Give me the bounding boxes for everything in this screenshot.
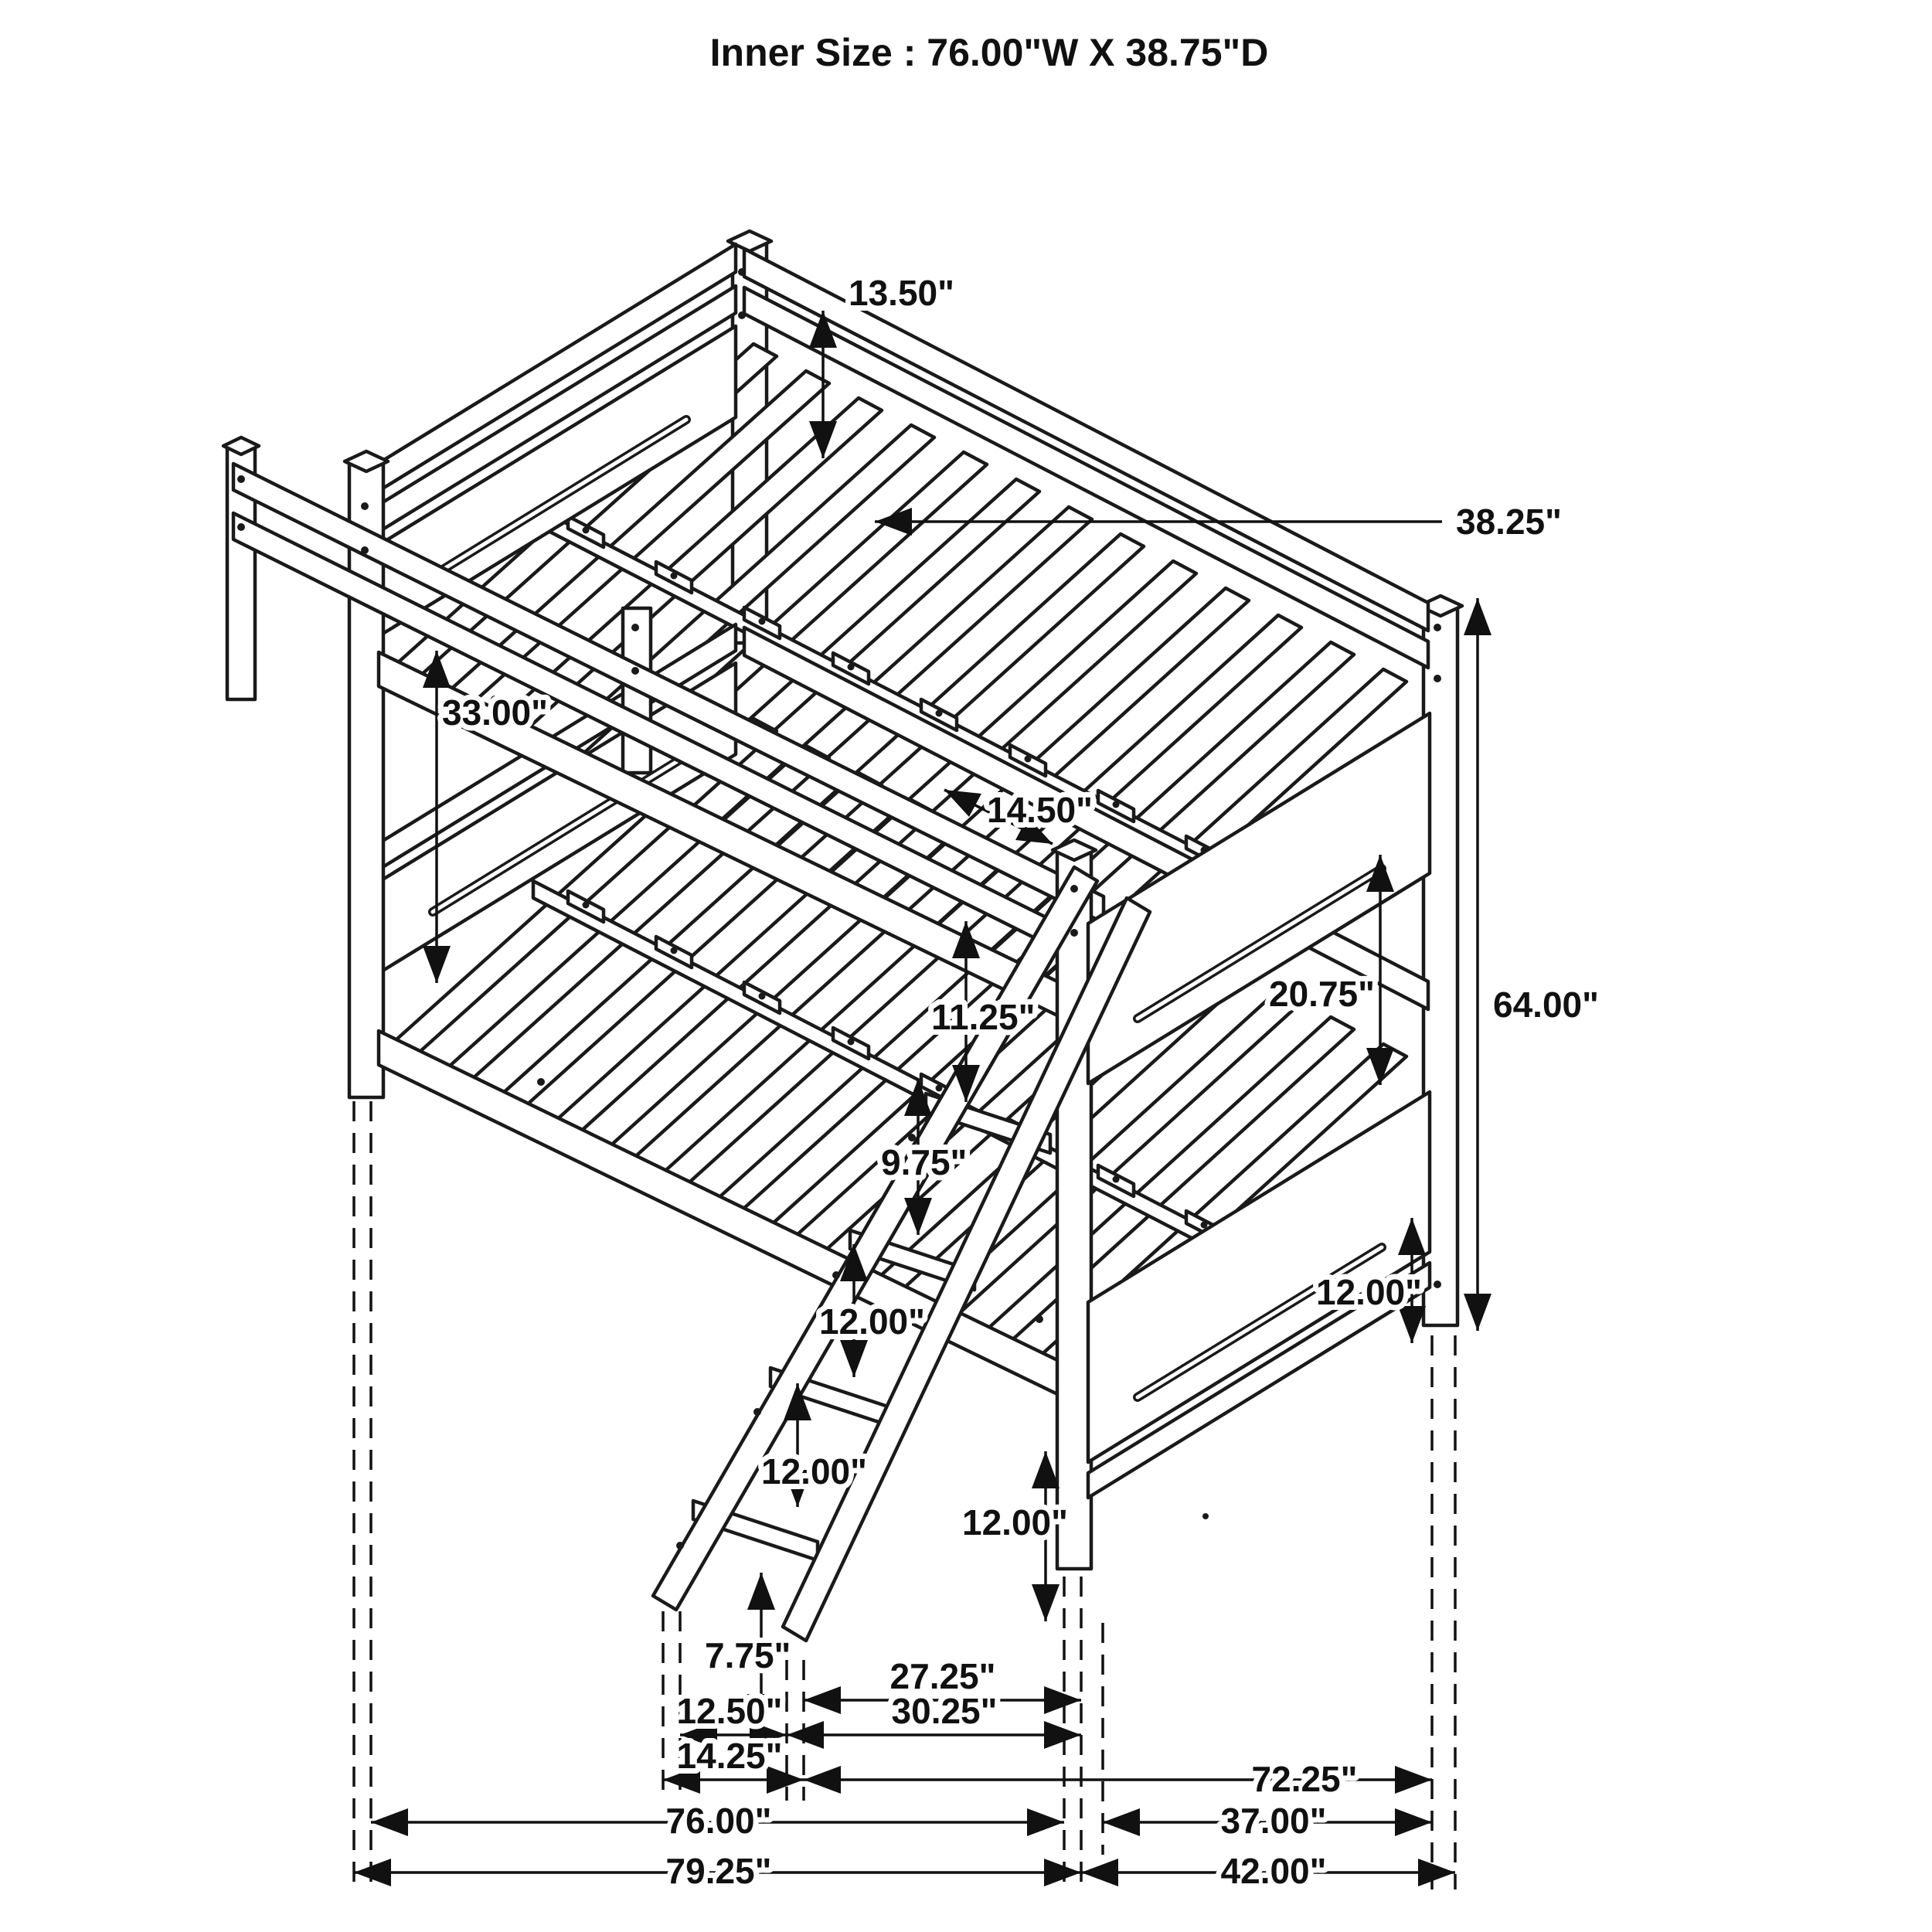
dim-label-12-00-c: 12.00"	[962, 1502, 1068, 1543]
dim-label-11-25: 11.25"	[931, 997, 1036, 1037]
dim-label-64-00: 64.00"	[1493, 985, 1599, 1025]
dim-label-20-75: 20.75"	[1269, 974, 1375, 1014]
bunk-bed-structure	[223, 231, 1462, 1641]
dim-front-post-floor	[962, 1451, 1068, 1621]
dim-label-76-00: 76.00"	[665, 1801, 772, 1841]
dim-label-12-50: 12.50"	[676, 1691, 783, 1731]
dim-label-14-25: 14.25"	[676, 1736, 783, 1776]
dim-overall-length	[354, 1851, 1081, 1891]
upper-back-rails	[744, 249, 1428, 668]
dim-label-12-00-a: 12.00"	[819, 1301, 925, 1342]
dim-label-12-00-b: 12.00"	[761, 1451, 867, 1492]
dim-label-42-00: 42.00"	[1220, 1851, 1327, 1891]
dim-label-30-25: 30.25"	[891, 1691, 998, 1731]
dim-label-14-50: 14.50"	[987, 790, 1093, 830]
dim-ladder-feet-outer	[663, 1736, 804, 1794]
dim-label-27-25: 27.25"	[889, 1656, 996, 1696]
dim-label-7-75: 7.75"	[705, 1635, 791, 1675]
dim-post-to-ladder	[804, 1759, 1432, 1799]
dim-overall-height	[1464, 598, 1599, 1331]
dim-label-79-25: 79.25"	[665, 1851, 772, 1891]
page-title: Inner Size : 76.00"W X 38.75"D	[709, 31, 1269, 74]
dim-label-13-50: 13.50"	[849, 273, 954, 313]
dim-overall-depth	[1081, 1851, 1455, 1891]
dim-label-72-25: 72.25"	[1251, 1759, 1358, 1799]
dim-label-9-75: 9.75"	[881, 1142, 968, 1182]
dim-label-33-00: 33.00"	[442, 692, 548, 733]
dim-label-37-00: 37.00"	[1220, 1801, 1327, 1841]
dim-label-12-00-d: 12.00"	[1316, 1272, 1422, 1312]
dim-inner-length	[371, 1801, 1064, 1841]
dim-side-depth	[1103, 1801, 1432, 1841]
dim-label-38-25: 38.25"	[1456, 502, 1562, 542]
